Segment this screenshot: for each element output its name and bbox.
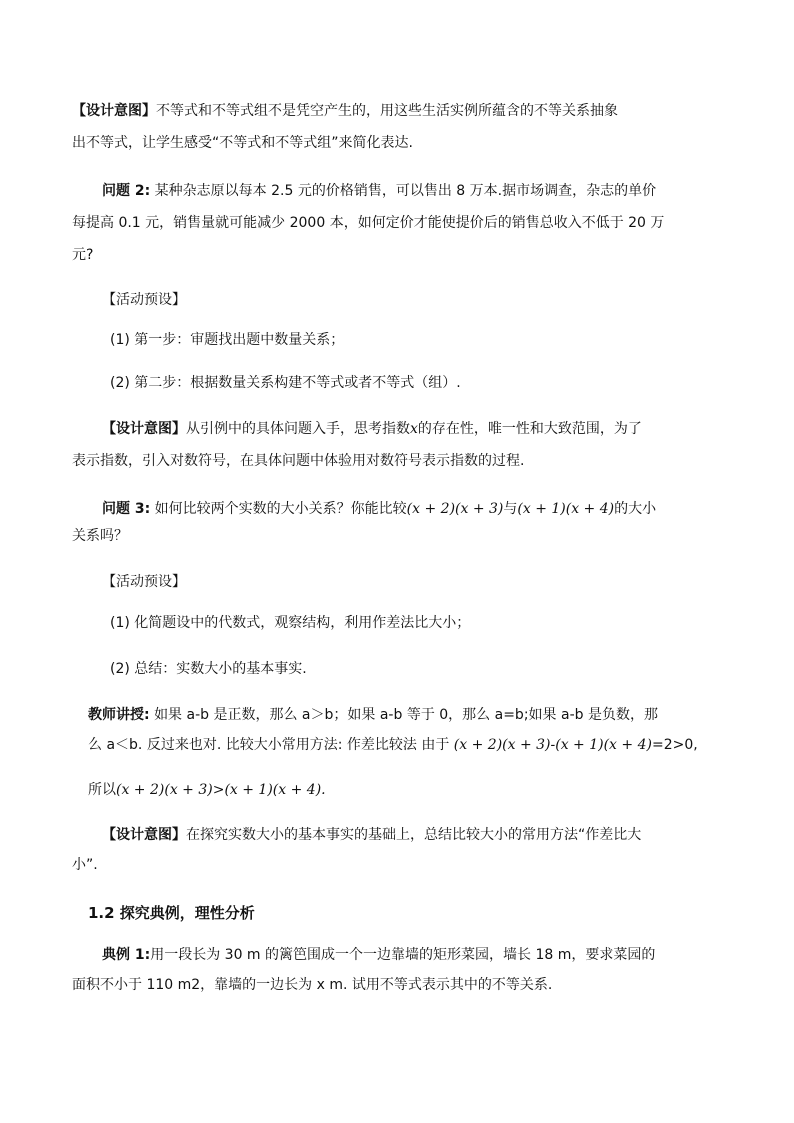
paragraph-continuation <box>72 128 732 158</box>
paragraph-continuation <box>72 850 732 880</box>
paragraph-text: 关系吗？ <box>72 528 128 544</box>
design-intent-paragraph-1 <box>72 96 732 126</box>
paragraph-text: 的存在性，唯一性和大致范围，为了 <box>417 421 642 437</box>
section-heading <box>88 898 255 928</box>
design-intent-label: 【设计意图】 <box>102 421 186 437</box>
math-expression: (x + 2)(x + 3)-(x + 1)(x + 4) <box>453 737 652 753</box>
design-intent-paragraph-2 <box>102 414 762 444</box>
paragraph-text: 小”. <box>72 857 98 873</box>
problem-3-paragraph <box>102 494 762 524</box>
math-expression: (x + 2)(x + 3) <box>406 501 504 517</box>
paragraph-continuation <box>88 730 738 760</box>
paragraph-text: 用一段长为 30 m 的篱笆围成一个一边靠墙的矩形菜园，墙长 18 m，要求菜园的 <box>150 947 656 963</box>
paragraph-text: 如何比较两个实数的大小关系？你能比较 <box>154 501 407 517</box>
paragraph-text: 面积不小于 110 m2，靠墙的一边长为 x m. 试用不等式表示其中的不等关系. <box>72 977 553 993</box>
math-expression: (x + 2)(x + 3)>(x + 1)(x + 4). <box>116 782 326 798</box>
paragraph-text: 从引例中的具体问题入手，思考指数 <box>186 421 410 437</box>
activity-step-1 <box>110 325 730 355</box>
paragraph-text: 不等式和不等式组不是凭空产生的，用这些生活实例所蕴含的不等关系抽象 <box>156 103 618 119</box>
example-1-label: 典例 1: <box>102 947 151 963</box>
step-text: (1) 化简题设中的代数式，观察结构，利用作差法比大小； <box>110 615 471 631</box>
paragraph-continuation <box>72 240 732 270</box>
section-heading-text: 1.2 探究典例，理性分析 <box>88 904 255 922</box>
activity-step-2 <box>110 654 730 684</box>
paragraph-continuation <box>72 521 732 551</box>
paragraph-text: 表示指数，引入对数符号，在具体问题中体验用对数符号表示指数的过程. <box>72 453 525 469</box>
paragraph-text: 某种杂志原以每本 2.5 元的价格销售，可以售出 8 万本.据市场调查，杂志的单价 <box>154 183 657 199</box>
problem-2-paragraph <box>102 176 762 206</box>
design-intent-label: 【设计意图】 <box>102 827 186 843</box>
paragraph-text: 如果 a-b 是正数，那么 a＞b；如果 a-b 等于 0，那么 a=b;如果 a-b 是负数，那 <box>154 707 658 723</box>
example-1-paragraph <box>102 940 762 970</box>
activity-preset-label: 【活动预设】 <box>102 292 186 308</box>
step-text: (1) 第一步：审题找出题中数量关系； <box>110 332 345 348</box>
activity-step-1 <box>110 608 730 638</box>
paragraph-continuation <box>88 775 738 805</box>
activity-step-2 <box>110 368 730 398</box>
paragraph-text: 出不等式，让学生感受“不等式和不等式组”来简化表达. <box>72 135 413 151</box>
activity-preset-heading-2 <box>102 567 762 597</box>
paragraph-continuation <box>72 446 732 476</box>
math-expression: (x + 1)(x + 4) <box>517 501 615 517</box>
problem-3-label: 问题 3: <box>102 501 151 517</box>
step-text: (2) 第二步：根据数量关系构建不等式或者不等式（组）. <box>110 375 461 391</box>
step-text: (2) 总结：实数大小的基本事实. <box>110 661 307 677</box>
activity-preset-label: 【活动预设】 <box>102 574 186 590</box>
design-intent-paragraph-3 <box>102 820 762 850</box>
paragraph-text: =2>0, <box>651 737 698 753</box>
problem-2-label: 问题 2: <box>102 183 151 199</box>
paragraph-text: 的大小 <box>614 501 657 517</box>
paragraph-text: 与 <box>503 501 518 517</box>
math-variable: x <box>410 421 418 437</box>
paragraph-text: 在探究实数大小的基本事实的基础上，总结比较大小的常用方法“作差比大 <box>186 827 642 843</box>
activity-preset-heading-1 <box>102 285 762 315</box>
design-intent-label: 【设计意图】 <box>72 103 156 119</box>
paragraph-continuation <box>72 970 732 1000</box>
paragraph-text: 所以 <box>88 782 116 798</box>
paragraph-continuation <box>72 208 732 238</box>
teacher-lecture-paragraph <box>88 700 738 730</box>
paragraph-text: 元? <box>72 247 94 263</box>
paragraph-text: 么 a＜b. 反过来也对. 比较大小常用方法: 作差比较法 由于 <box>88 737 450 753</box>
paragraph-text: 每提高 0.1 元，销售量就可能减少 2000 本，如何定价才能使提价后的销售总收入不低于 20 万 <box>72 215 665 231</box>
teacher-lecture-label: 教师讲授: <box>88 707 150 723</box>
